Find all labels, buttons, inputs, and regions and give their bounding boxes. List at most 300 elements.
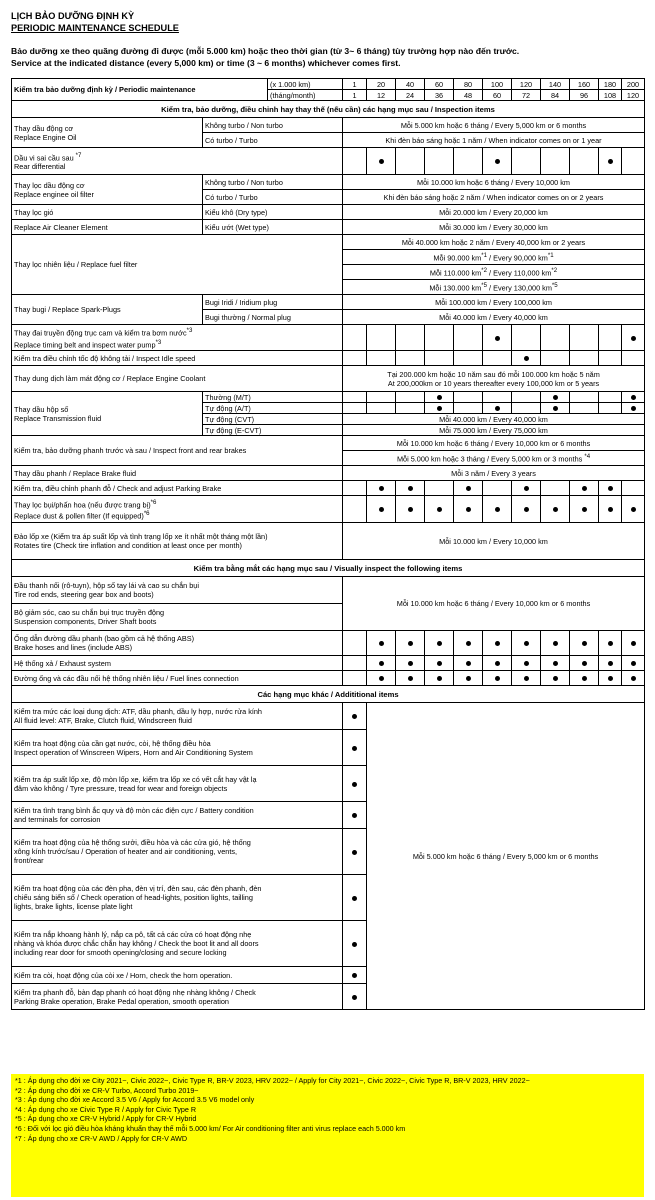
interval-cell — [512, 656, 541, 671]
table-row — [12, 366, 645, 392]
check-dot-icon — [553, 507, 558, 512]
interval-cell — [396, 325, 425, 351]
item-parking-brake: Kiểm tra, điều chỉnh phanh đỗ / Check and adjust Parking Brake — [12, 481, 343, 496]
month-value: 84 — [541, 90, 570, 101]
interval-text: Mỗi 130.000 $km^{*5}$ / Every 130,000 $km^{*5}$ — [343, 280, 645, 295]
interval-cell — [454, 631, 483, 656]
item-additional: Kiểm tra tình trạng bình ắc quy và độ mòn các điện cực / Battery condition and terminals for corrosion — [12, 802, 343, 829]
interval-cell — [512, 496, 541, 523]
item-sub: Thường (M/T) — [203, 392, 343, 403]
interval-cell — [425, 403, 454, 414]
check-dot-icon — [495, 406, 500, 411]
check-dot-icon — [352, 746, 357, 751]
interval-text: Mỗi 40.000 km hoặc 2 năm / Every 40,000 km or 2 years — [343, 235, 645, 250]
interval-cell — [425, 496, 454, 523]
interval-cell — [343, 984, 367, 1010]
item-oil-filter: Thay lọc dầu động cơ Replace enginee oil filter — [12, 175, 203, 205]
item-rear-differential: Dầu vi sai cầu sau $^{*7}$ Rear differential — [12, 148, 343, 175]
check-dot-icon — [352, 942, 357, 947]
interval-cell — [599, 481, 622, 496]
interval-cell — [570, 148, 599, 175]
check-dot-icon — [352, 813, 357, 818]
interval-cell — [454, 351, 483, 366]
check-dot-icon — [495, 507, 500, 512]
interval-cell — [541, 671, 570, 686]
month-value: 12 — [367, 90, 396, 101]
check-dot-icon — [352, 850, 357, 855]
interval-cell — [343, 496, 367, 523]
interval-cell — [367, 481, 396, 496]
item-additional: Kiểm tra mức các loại dung dịch: ATF, dầu phanh, dầu ly hợp, nước rửa kính All fluid level: ATF, Brake, Clutch fluid, Windscreen fluid — [12, 703, 343, 730]
check-dot-icon — [466, 486, 471, 491]
interval-cell — [454, 392, 483, 403]
item-brakes: Kiểm tra, bảo dưỡng phanh trước và sau / Inspect front and rear brakes — [12, 436, 343, 466]
table-row — [12, 523, 645, 560]
item-coolant: Thay dung dịch làm mát động cơ / Replace Engine Coolant — [12, 366, 343, 392]
km-value: 40 — [396, 79, 425, 90]
interval-cell — [454, 656, 483, 671]
check-dot-icon — [631, 507, 636, 512]
item-sub: Có turbo / Turbo — [203, 133, 343, 148]
interval-cell — [541, 631, 570, 656]
table-row — [12, 671, 645, 686]
interval-cell — [396, 481, 425, 496]
interval-cell — [454, 671, 483, 686]
table-row — [12, 631, 645, 656]
check-dot-icon — [379, 507, 384, 512]
interval-cell — [599, 325, 622, 351]
intro-vi: Bảo dưỡng xe theo quãng đường đi được (mỗi 5.000 km) hoặc theo thời gian (từ 3~ 6 tháng) tùy trường hợp nào đến trước. — [11, 46, 520, 56]
interval-cell — [396, 392, 425, 403]
check-dot-icon — [553, 641, 558, 646]
month-value: 24 — [396, 90, 425, 101]
km-value: 120 — [512, 79, 541, 90]
km-value: 60 — [425, 79, 454, 90]
check-dot-icon — [379, 661, 384, 666]
check-dot-icon — [466, 676, 471, 681]
interval-cell — [599, 403, 622, 414]
interval-text: Mỗi 30.000 km / Every 30,000 km — [343, 220, 645, 235]
interval-cell — [343, 392, 367, 403]
table-row — [12, 325, 645, 351]
item-sub: Có turbo / Turbo — [203, 190, 343, 205]
table-row — [12, 205, 645, 220]
interval-cell — [425, 481, 454, 496]
interval-cell — [541, 496, 570, 523]
interval-cell — [396, 631, 425, 656]
interval-cell — [483, 671, 512, 686]
interval-cell — [396, 496, 425, 523]
interval-cell — [541, 325, 570, 351]
interval-cell — [599, 656, 622, 671]
item-spark-plugs: Thay bugi / Replace Spark-Plugs — [12, 295, 203, 325]
interval-text: Mỗi 40.000 km / Every 40,000 km — [343, 414, 645, 425]
check-dot-icon — [352, 714, 357, 719]
interval-cell — [343, 671, 367, 686]
check-dot-icon — [437, 507, 442, 512]
check-dot-icon — [466, 641, 471, 646]
interval-cell — [541, 392, 570, 403]
check-dot-icon — [553, 395, 558, 400]
check-dot-icon — [582, 486, 587, 491]
interval-text: Mỗi 10.000 km hoặc 6 tháng / Every 10,000 km — [343, 175, 645, 190]
interval-text: Mỗi 10.000 km hoặc 6 tháng / Every 10,000 km or 6 months — [343, 577, 645, 631]
check-dot-icon — [437, 641, 442, 646]
interval-cell — [425, 325, 454, 351]
interval-cell — [622, 631, 645, 656]
header-row-km — [12, 79, 645, 90]
check-dot-icon — [495, 661, 500, 666]
km-value: 160 — [570, 79, 599, 90]
interval-cell — [343, 703, 367, 730]
km-value: 200 — [622, 79, 645, 90]
item-air-filter-en: Replace Air Cleaner Element — [12, 220, 203, 235]
check-dot-icon — [352, 896, 357, 901]
item-sub: Tự động (CVT) — [203, 414, 343, 425]
item-additional: Kiểm tra hoạt động của các đèn pha, đèn vị trí, đèn sau, các đèn phanh, đèn chiếu sáng biển số / Check operation of head-lights, position lights, tailling lights, brake lights, license plate light — [12, 875, 343, 921]
interval-text: Tại 200.000 km hoặc 10 năm sau đó mỗi 100.000 km hoặc 5 năm At 200,000km or 10 years thereafter every 100,000 km or 5 years — [343, 366, 645, 392]
month-value: 120 — [622, 90, 645, 101]
check-dot-icon — [379, 641, 384, 646]
check-dot-icon — [608, 507, 613, 512]
interval-cell — [570, 496, 599, 523]
interval-cell — [367, 496, 396, 523]
header-label: Kiểm tra bảo dưỡng định kỳ / Periodic maintenance — [12, 79, 268, 101]
item-transmission: Thay dầu hộp số Replace Transmission fluid — [12, 392, 203, 436]
km-value: 100 — [483, 79, 512, 90]
interval-cell — [512, 351, 541, 366]
interval-cell — [570, 392, 599, 403]
check-dot-icon — [631, 406, 636, 411]
interval-cell — [425, 351, 454, 366]
interval-cell — [367, 656, 396, 671]
check-dot-icon — [379, 486, 384, 491]
month-value: 36 — [425, 90, 454, 101]
footnote-item: *3 : Áp dụng cho đời xe Accord 3.5 V6 / Apply for Accord 3.5 V6 model only — [15, 1095, 255, 1105]
interval-text: Mỗi 5.000 km hoặc 6 tháng / Every 5,000 km or 6 months — [343, 118, 645, 133]
check-dot-icon — [524, 486, 529, 491]
interval-text: Khi đèn báo sáng hoặc 1 năm / When indicator comes on or 1 year — [343, 133, 645, 148]
item-additional: Kiểm tra còi, hoạt động của còi xe / Horn, check the horn operation. — [12, 967, 343, 984]
interval-cell — [343, 802, 367, 829]
interval-cell — [367, 392, 396, 403]
interval-text: Mỗi 5.000 km hoặc 3 tháng / Every 5,000 km or 3 months $^{*4}$ — [343, 451, 645, 466]
check-dot-icon — [437, 395, 442, 400]
item-brake-hoses: Ống dẫn đường dầu phanh (bao gồm cả hệ thống ABS) Brake hoses and lines (include ABS) — [12, 631, 343, 656]
check-dot-icon — [582, 661, 587, 666]
interval-cell — [343, 325, 367, 351]
check-dot-icon — [553, 676, 558, 681]
interval-text: Mỗi 10.000 km / Every 10,000 km — [343, 523, 645, 560]
interval-cell — [541, 656, 570, 671]
interval-cell — [483, 656, 512, 671]
month-value: 108 — [599, 90, 622, 101]
interval-cell — [599, 392, 622, 403]
km-value: 140 — [541, 79, 570, 90]
interval-cell — [483, 496, 512, 523]
interval-cell — [454, 496, 483, 523]
interval-cell — [541, 403, 570, 414]
item-sub: Bugi thường / Normal plug — [203, 310, 343, 325]
interval-cell — [483, 403, 512, 414]
check-dot-icon — [553, 406, 558, 411]
table-row — [12, 295, 645, 310]
check-dot-icon — [608, 661, 613, 666]
table-row — [12, 577, 645, 604]
check-dot-icon — [352, 973, 357, 978]
maintenance-table — [11, 78, 645, 1010]
interval-cell — [483, 325, 512, 351]
interval-cell — [343, 730, 367, 766]
table-row — [12, 392, 645, 403]
km-value: 180 — [599, 79, 622, 90]
interval-cell — [570, 656, 599, 671]
table-row — [12, 466, 645, 481]
footnotes — [11, 1074, 644, 1197]
month-unit-label: (tháng/month) — [268, 90, 343, 101]
interval-cell — [343, 351, 367, 366]
section-visual: Kiểm tra bằng mắt các hạng mục sau / Visually inspect the following items — [12, 560, 645, 577]
item-sub: Kiểu khô (Dry type) — [203, 205, 343, 220]
interval-cell — [512, 631, 541, 656]
interval-cell — [622, 496, 645, 523]
interval-cell — [512, 325, 541, 351]
interval-cell — [343, 766, 367, 802]
interval-text: Mỗi 40.000 km / Every 40,000 km — [343, 310, 645, 325]
item-idle-speed: Kiểm tra điều chỉnh tốc độ không tải / Inspect Idle speed — [12, 351, 343, 366]
interval-text: Mỗi 100.000 km / Every 100,000 km — [343, 295, 645, 310]
section-additional: Các hạng mục khác / Addititional items — [12, 686, 645, 703]
month-value: 48 — [454, 90, 483, 101]
interval-text: Mỗi 90.000 $km^{*1}$ / Every 90,000 $km^{*1}$ — [343, 250, 645, 265]
month-value: 1 — [343, 90, 367, 101]
section-row — [12, 560, 645, 577]
intro-text — [11, 45, 644, 69]
section-row — [12, 686, 645, 703]
interval-cell — [483, 148, 512, 175]
check-dot-icon — [608, 486, 613, 491]
interval-text: Mỗi 75.000 km / Every 75,000 km — [343, 425, 645, 436]
check-dot-icon — [437, 406, 442, 411]
check-dot-icon — [466, 507, 471, 512]
check-dot-icon — [437, 676, 442, 681]
interval-cell — [367, 631, 396, 656]
table-row — [12, 496, 645, 523]
interval-cell — [425, 392, 454, 403]
check-dot-icon — [408, 661, 413, 666]
footnote-item: *7 : Áp dụng cho xe CR-V AWD / Apply for CR-V AWD — [15, 1133, 188, 1143]
item-additional: Kiểm tra áp suất lốp xe, độ mòn lốp xe, kiểm tra lốp xe có vết cắt hay vật lạ đâm vào không / Tyre pressure, tread for wear and foreign objects — [12, 766, 343, 802]
interval-cell — [541, 351, 570, 366]
check-dot-icon — [495, 159, 500, 164]
check-dot-icon — [524, 676, 529, 681]
interval-cell — [483, 392, 512, 403]
check-dot-icon — [524, 661, 529, 666]
item-pollen-filter: Thay lọc bụi/phấn hoa (nếu được trang bị)$^{*6}$ Replace dust & pollen filter (If equipped)$^{*6}$ — [12, 496, 343, 523]
check-dot-icon — [631, 395, 636, 400]
item-brake-fluid: Thay dầu phanh / Replace Brake fluid — [12, 466, 343, 481]
footnote-item: *4 : Áp dụng cho xe Civic Type R / Apply for Civic Type R — [15, 1104, 197, 1114]
interval-cell — [570, 671, 599, 686]
table-row — [12, 220, 645, 235]
interval-cell — [343, 148, 367, 175]
interval-text: Mỗi 5.000 km hoặc 6 tháng / Every 5,000 km or 6 months — [367, 703, 645, 1010]
interval-cell — [367, 403, 396, 414]
interval-cell — [599, 631, 622, 656]
interval-cell — [512, 148, 541, 175]
item-fuel-lines: Đường ống và các đầu nối hệ thống nhiên liệu / Fuel lines connection — [12, 671, 343, 686]
interval-cell — [343, 481, 367, 496]
table-row — [12, 235, 645, 250]
interval-cell — [367, 148, 396, 175]
interval-cell — [343, 656, 367, 671]
item-tie-rod: Đầu thanh nối (rô-tuyn), hộp số tay lái và cao su chắn bụi Tire rod ends, steering gear box and boots) — [12, 577, 343, 604]
interval-cell — [425, 656, 454, 671]
interval-cell — [396, 148, 425, 175]
km-unit-label: (x 1.000 km) — [268, 79, 343, 90]
interval-cell — [622, 671, 645, 686]
check-dot-icon — [582, 676, 587, 681]
interval-cell — [425, 148, 454, 175]
interval-cell — [599, 496, 622, 523]
check-dot-icon — [524, 641, 529, 646]
interval-cell — [512, 392, 541, 403]
interval-cell — [367, 671, 396, 686]
title-vi: LỊCH BẢO DƯỠNG ĐỊNH KỲ — [11, 11, 135, 21]
interval-cell — [570, 403, 599, 414]
interval-text: Mỗi 20.000 km / Every 20,000 km — [343, 205, 645, 220]
interval-cell — [396, 351, 425, 366]
month-value: 72 — [512, 90, 541, 101]
interval-cell — [343, 967, 367, 984]
interval-cell — [622, 325, 645, 351]
item-rotate-tires: Đảo lốp xe (Kiểm tra áp suất lốp và tình trạng lốp xe ít nhất một tháng một lần) Rotates tire (Check tire inflation and condition at least once per month) — [12, 523, 343, 560]
item-suspension: Bộ giảm sóc, cao su chắn bụi trục truyền động Suspension components, Driver Shaft boots — [12, 604, 343, 631]
interval-cell — [454, 481, 483, 496]
interval-cell — [343, 921, 367, 967]
month-value: 60 — [483, 90, 512, 101]
table-row — [12, 703, 645, 730]
interval-cell — [570, 631, 599, 656]
item-sub: Không turbo / Non turbo — [203, 118, 343, 133]
interval-cell — [483, 351, 512, 366]
item-air-filter: Thay lọc gió — [12, 205, 203, 220]
check-dot-icon — [437, 661, 442, 666]
interval-text: Mỗi 110.000 $km^{*2}$ / Every 110,000 $km^{*2}$ — [343, 265, 645, 280]
title-en: PERIODIC MAINTENANCE SCHEDULE — [11, 23, 179, 33]
interval-cell — [343, 875, 367, 921]
check-dot-icon — [379, 159, 384, 164]
interval-cell — [425, 631, 454, 656]
interval-cell — [570, 351, 599, 366]
table-row — [12, 175, 645, 190]
check-dot-icon — [408, 676, 413, 681]
interval-cell — [570, 325, 599, 351]
interval-cell — [425, 671, 454, 686]
interval-cell — [599, 351, 622, 366]
interval-cell — [622, 148, 645, 175]
interval-cell — [599, 148, 622, 175]
interval-cell — [622, 481, 645, 496]
item-sub: Kiểu ướt (Wet type) — [203, 220, 343, 235]
check-dot-icon — [524, 356, 529, 361]
item-engine-oil: Thay dầu động cơ Replace Engine Oil — [12, 118, 203, 148]
interval-cell — [599, 671, 622, 686]
item-additional: Kiểm tra hoạt động của hệ thống sưởi, điều hòa và các cửa gió, hệ thống xông kính trước/sau / Operation of heater and air conditioning, vents, front/rear — [12, 829, 343, 875]
interval-cell — [622, 656, 645, 671]
item-timing-belt: Thay đai truyền động trục cam và kiểm tra bơm nước$^{*3}$ Replace timing belt and inspect water pump$^{*3}$ — [12, 325, 343, 351]
intro-en: Service at the indicated distance (every 5,000 km) or time (3 ~ 6 months) whichever comes first. — [11, 58, 401, 68]
footnote-item: *5 : Áp dụng cho xe CR-V Hybrid / Apply for CR-V Hybrid — [15, 1114, 197, 1124]
interval-text: Mỗi 3 năm / Every 3 years — [343, 466, 645, 481]
item-sub: Tự động (E-CVT) — [203, 425, 343, 436]
month-value: 96 — [570, 90, 599, 101]
interval-cell — [622, 392, 645, 403]
interval-cell — [367, 325, 396, 351]
footnote-item: *1 : Áp dụng cho đời xe City 2021~, Civic 2022~, Civic Type R, BR-V 2023, HRV 2022~ / Apply for City 2021~, Civic 2022~, Civic Type R, BR-V 2023, HRV 2022~ — [15, 1076, 530, 1085]
interval-cell — [367, 351, 396, 366]
item-additional: Kiểm tra nắp khoang hành lý, nắp ca pô, tất cả các cửa có hoạt động nhẹ nhàng và khóa được chắc chắn hay không / Check the boot lit and all doors including rear door for smooth opening/closing and secure locking — [12, 921, 343, 967]
check-dot-icon — [631, 641, 636, 646]
interval-cell — [454, 403, 483, 414]
item-sub: Không turbo / Non turbo — [203, 175, 343, 190]
check-dot-icon — [408, 641, 413, 646]
interval-cell — [512, 671, 541, 686]
check-dot-icon — [495, 676, 500, 681]
interval-cell — [454, 325, 483, 351]
check-dot-icon — [524, 507, 529, 512]
interval-cell — [622, 351, 645, 366]
footnote-item: *2 : Áp dụng cho đời xe CR-V Turbo, Accord Turbo 2019~ — [15, 1085, 199, 1095]
footnote-item: *6 : Đối với lọc gió điều hòa kháng khuẩn thay thế mỗi 5.000 km/ For Air conditioning filter anti virus replace each 5.000 km — [15, 1123, 406, 1133]
interval-cell — [512, 403, 541, 414]
item-additional: Kiểm tra phanh đỗ, bàn đạp phanh có hoạt động nhẹ nhàng không / Check Parking Brake operation, Brake Pedal operation, smooth operation — [12, 984, 343, 1010]
interval-cell — [512, 481, 541, 496]
interval-cell — [454, 148, 483, 175]
check-dot-icon — [495, 641, 500, 646]
check-dot-icon — [352, 782, 357, 787]
interval-cell — [343, 403, 367, 414]
check-dot-icon — [608, 641, 613, 646]
interval-cell — [483, 481, 512, 496]
check-dot-icon — [553, 661, 558, 666]
interval-cell — [541, 148, 570, 175]
check-dot-icon — [631, 676, 636, 681]
item-additional: Kiểm tra hoạt động của cần gạt nước, còi, hệ thống điều hòa Inspect operation of Winscreen Wipers, Horn and Air Conditioning System — [12, 730, 343, 766]
check-dot-icon — [608, 159, 613, 164]
interval-cell — [541, 481, 570, 496]
table-row — [12, 118, 645, 133]
interval-cell — [396, 403, 425, 414]
check-dot-icon — [631, 661, 636, 666]
check-dot-icon — [582, 641, 587, 646]
interval-cell — [483, 631, 512, 656]
interval-cell — [343, 631, 367, 656]
check-dot-icon — [408, 486, 413, 491]
interval-cell — [622, 403, 645, 414]
interval-text: Mỗi 10.000 km hoặc 6 tháng / Every 10,000 km or 6 months — [343, 436, 645, 451]
table-row — [12, 436, 645, 451]
item-exhaust: Hệ thống xả / Exhaust system — [12, 656, 343, 671]
km-value: 1 — [343, 79, 367, 90]
schedule-title — [11, 10, 644, 34]
check-dot-icon — [466, 661, 471, 666]
table-row — [12, 148, 645, 175]
check-dot-icon — [582, 507, 587, 512]
table-row — [12, 656, 645, 671]
interval-cell — [570, 481, 599, 496]
section-row — [12, 101, 645, 118]
